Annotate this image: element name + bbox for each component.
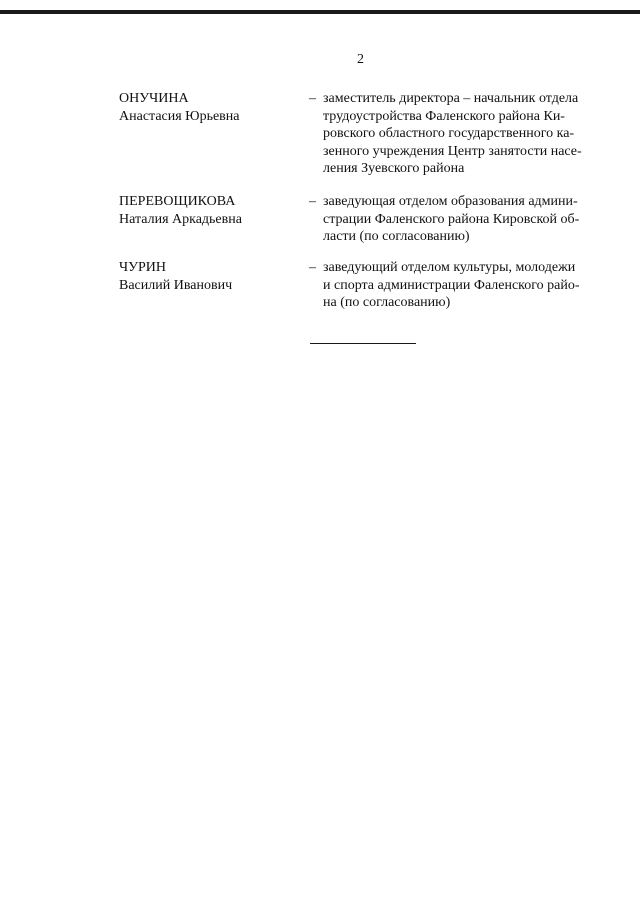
role-line: ровского областного государственного ка- [323,126,575,141]
role-line: и спорта администрации Фаленского райо- [323,277,580,293]
top-border-rule [0,10,640,14]
entry-dash: – [309,194,316,209]
page-number: 2 [357,52,364,67]
member-surname: ПЕРЕВОЩИКОВА [119,194,236,209]
role-line: трудоустройства Фаленского района Ки- [323,108,565,124]
closing-rule [310,343,416,344]
role-line: страции Фаленского района Кировской об- [323,211,580,227]
entry-dash: – [309,91,316,106]
member-role [323,90,605,178]
member-name [119,193,299,228]
member-surname: ЧУРИН [119,260,167,275]
member-surname: ОНУЧИНА [119,91,189,106]
member-given-names: Василий Иванович [119,277,233,293]
role-line: заместитель директора – начальник отдела [323,91,579,106]
member-name [119,90,299,125]
member-given-names: Анастасия Юрьевна [119,108,240,124]
role-line: заведующий отделом культуры, молодежи [323,260,576,275]
member-name [119,259,299,294]
member-given-names: Наталия Аркадьевна [119,211,242,227]
role-line: ления Зуевского района [323,161,465,176]
role-line: заведующая отделом образования админи- [323,194,578,209]
role-line: на (по согласованию) [323,295,451,310]
member-role [323,259,605,312]
role-line: зенного учреждения Центр занятости насе- [323,143,582,159]
role-line: ласти (по согласованию) [323,229,470,244]
entry-dash: – [309,260,316,275]
member-role [323,193,605,246]
